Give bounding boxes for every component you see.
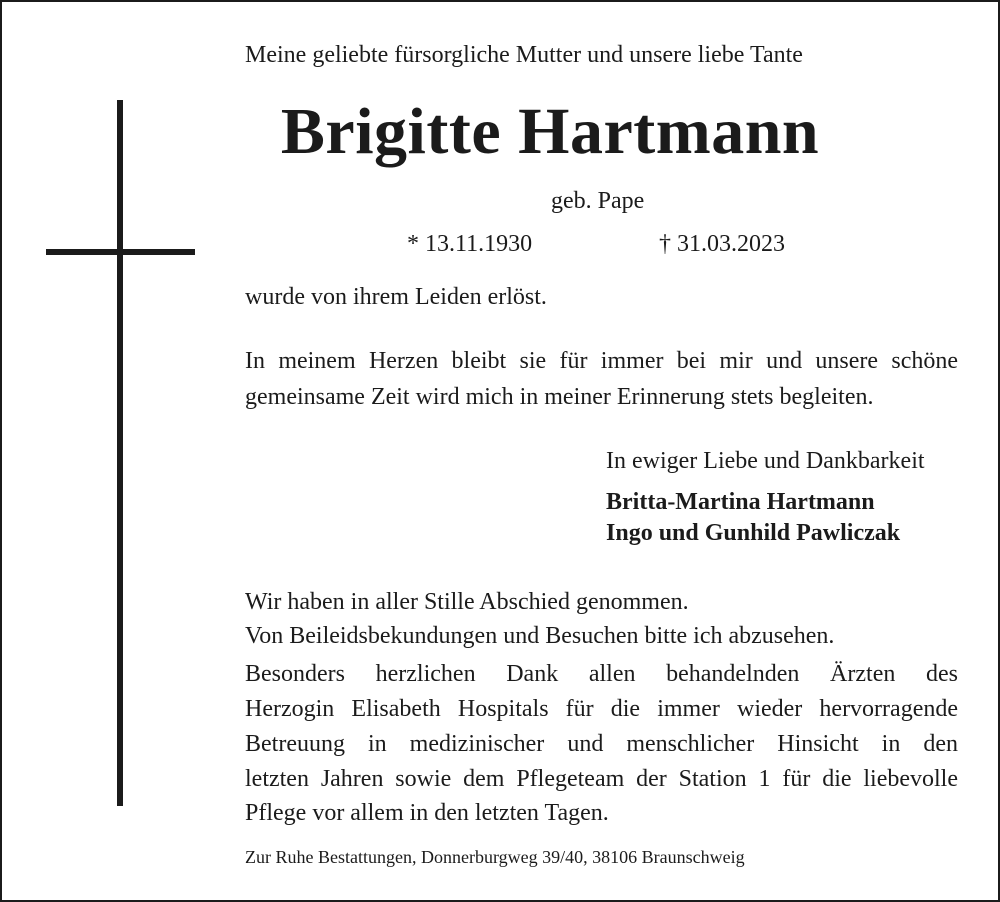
signer-name: Ingo und Gunhild Pawliczak — [606, 520, 901, 546]
cross-vertical-bar — [117, 100, 123, 806]
birth-date: * 13.11.1930 — [407, 231, 533, 257]
thanks-line: Herzogin Elisabeth Hospitals für die immer wieder hervorragende — [245, 696, 958, 722]
thanks-line: Pflege vor allem in den letzten Tagen. — [245, 800, 609, 826]
memory-line: gemeinsame Zeit wird mich in meiner Erinnerung stets begleiten. — [245, 384, 874, 410]
signer-name: Britta-Martina Hartmann — [606, 489, 875, 515]
thanks-line: Besonders herzlichen Dank allen behandelnden Ärzten des — [245, 661, 958, 687]
released-text: wurde von ihrem Leiden erlöst. — [245, 284, 547, 310]
memory-line: In meinem Herzen bleibt sie für immer bei mir und unsere schöne — [245, 348, 958, 374]
birth-name: geb. Pape — [551, 188, 645, 214]
thanks-line: letzten Jahren sowie dem Pflegeteam der Station 1 für die liebevolle — [245, 766, 958, 792]
death-date: † 31.03.2023 — [659, 231, 785, 257]
condolence-note: Von Beileidsbekundungen und Besuchen bitte ich abzusehen. — [245, 623, 835, 649]
closing-text: In ewiger Liebe und Dankbarkeit — [606, 448, 925, 474]
funeral-home: Zur Ruhe Bestattungen, Donnerburgweg 39/40, 38106 Braunschweig — [245, 847, 745, 867]
farewell-text: Wir haben in aller Stille Abschied genommen. — [245, 589, 689, 615]
cross-horizontal-bar — [46, 249, 195, 255]
deceased-name: Brigitte Hartmann — [280, 95, 820, 168]
intro-text: Meine geliebte fürsorgliche Mutter und unsere liebe Tante — [245, 42, 803, 68]
thanks-line: Betreuung in medizinischer und menschlicher Hinsicht in den — [245, 731, 958, 757]
